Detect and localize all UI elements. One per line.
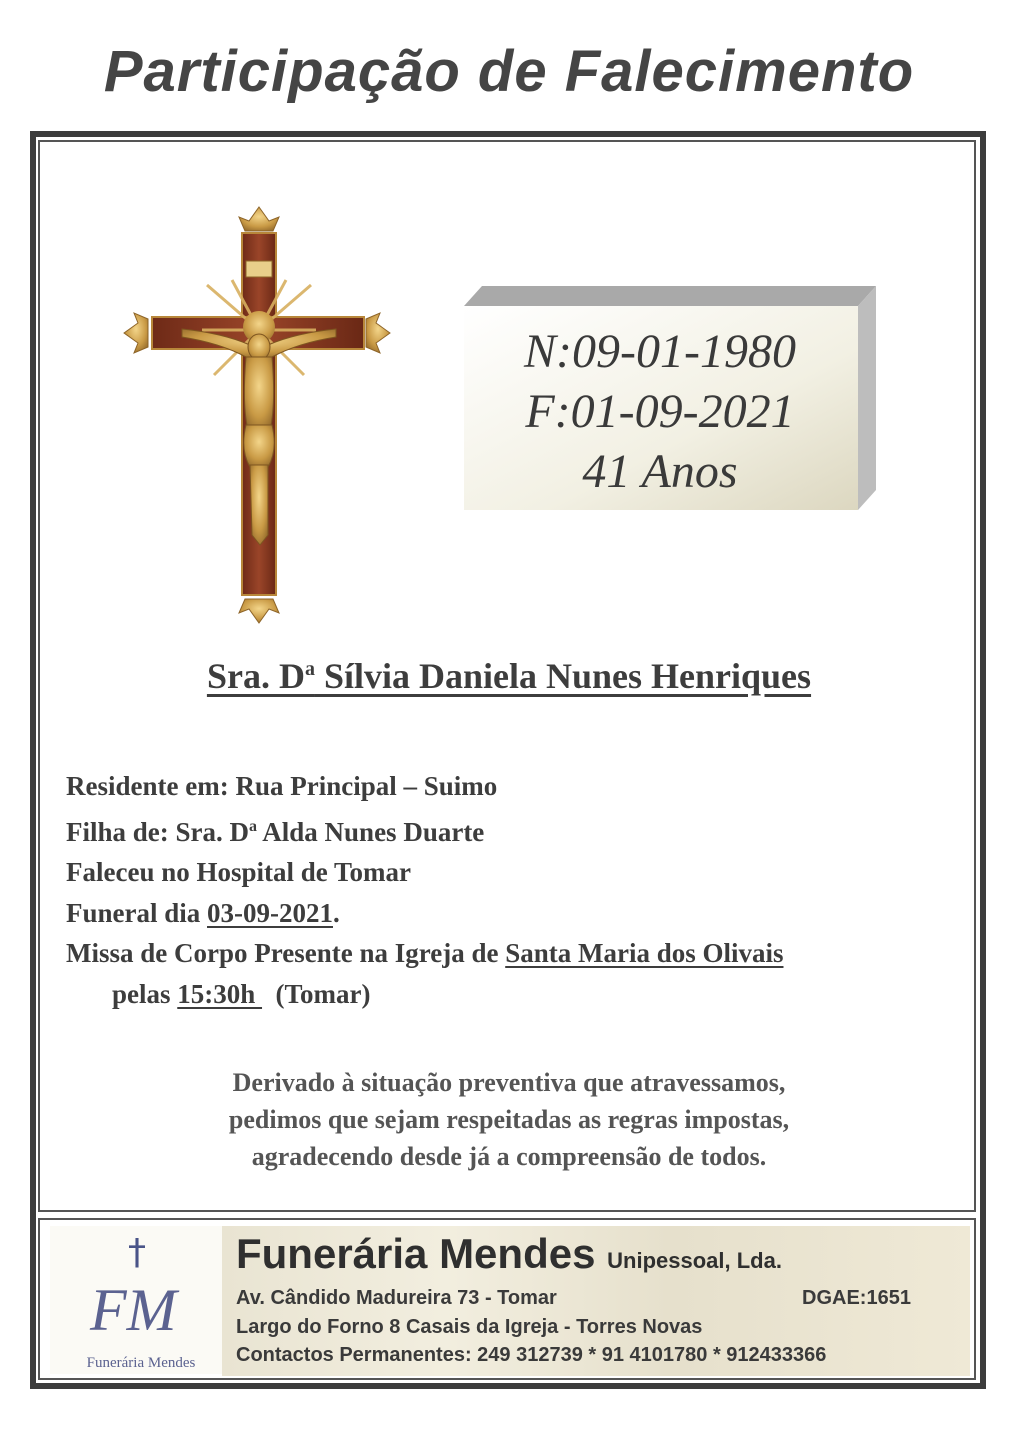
crucifix-icon (122, 205, 392, 625)
address-tomar: Av. Cândido Madureira 73 - Tomar (236, 1287, 557, 1309)
mass-time: 15:30h (177, 978, 263, 1009)
logo-name: Funerária Mendes (86, 1355, 196, 1371)
logo-cross-icon: † (128, 1232, 146, 1273)
address-torres-novas: Largo do Forno 8 Casais da Igreja - Torres Novas (236, 1316, 703, 1338)
daughter-line: Filha de: Sra. $D^a$ Alda Nunes Duarte (66, 816, 485, 847)
age: 41 Anos (582, 445, 738, 498)
birth-date: N:09-01-1980 (524, 325, 796, 378)
dgae-number: DGAE:1651 (802, 1287, 911, 1309)
fm-monogram-logo-icon (76, 1268, 196, 1352)
logo-monogram: FM (90, 1277, 177, 1343)
deceased-name: Sra. $D^a$ Sílvia Daniela Nunes Henriques (206, 656, 812, 696)
contacts: Contactos Permanentes: 249 312739 * 91 4101780 * 912433366 (236, 1344, 827, 1366)
funeral-line: Funeral dia 03-09-2021. (66, 897, 340, 928)
residence-line: Residente em: Rua Principal – Suimo (66, 771, 498, 801)
company-name: Funerária Mendes Unipessoal, Lda. (236, 1230, 782, 1277)
details-block (66, 766, 783, 1014)
date-plaque-text (470, 322, 850, 502)
died-at-line: Faleceu no Hospital de Tomar (66, 857, 412, 887)
death-date: F:01-09-2021 (525, 385, 795, 438)
funeral-date: 03-09-2021 (207, 897, 333, 928)
mass-line: Missa de Corpo Presente na Igreja de Santa Maria dos Olivais (66, 938, 784, 968)
time-line: pelas 15:30h (Tomar) (112, 978, 371, 1009)
page-title: Participação de Falecimento (103, 39, 915, 104)
church-name: Santa Maria dos Olivais (505, 938, 784, 968)
notice-text: Derivado à situação preventiva que atravessamos, pedimos que sejam respeitadas as regras impostas, agradecendo desde já a compreensão de todos. (228, 1068, 790, 1171)
